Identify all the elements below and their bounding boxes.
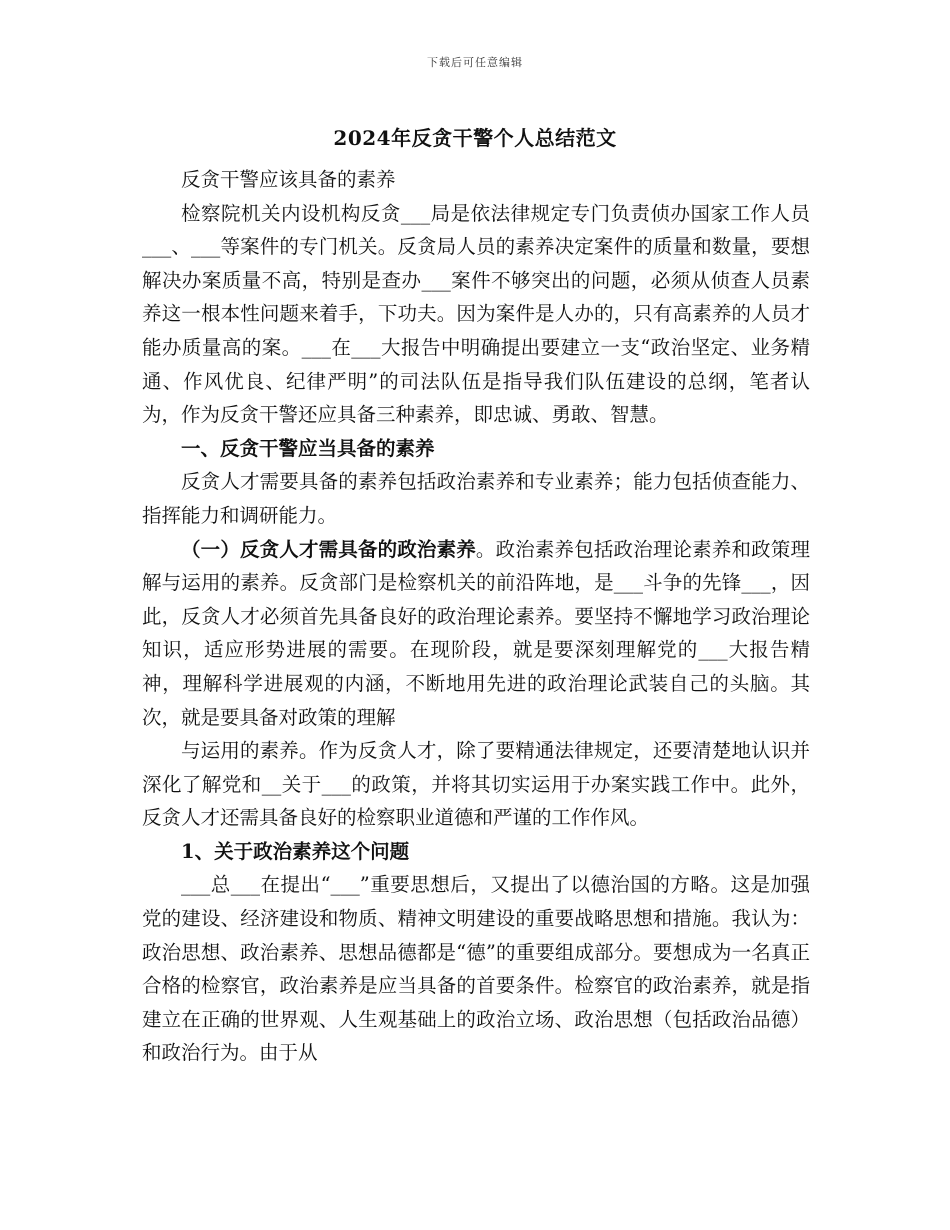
document-body xyxy=(142,163,810,1070)
paragraph-lead-heading: （一）反贪人才需具备的政治素养 xyxy=(181,537,476,561)
paragraph-lead-body: 。政治素养包括政治理论素养和政策理解与运用的素养。反贪部门是检察机关的前沿阵地，是___斗争的先锋___，因此，反贪人才必须首先具备良好的政治理论素养。要坚持不懈地学习政治理论知识，适应形势进展的需要。在现阶段，就是要深刻理解党的___大报告精神，理解科学进展观的内涵，不断地用先进的政治理论武装自己的头脑。其次，就是要具备对政策的理解 xyxy=(142,537,810,729)
paragraph-intro: 检察院机关内设机构反贪___局是依法律规定专门负责侦办国家工作人员___、___等案件的专门机关。反贪局人员的素养决定案件的质量和数量，要想解决办案质量不高，特别是查办___案件不够突出的问题，必须从侦查人员素养这一根本性问题来着手，下功夫。因为案件是人办的，只有高素养的人员才能办质量高的案。___在___大报告中明确提出要建立一支“政治坚定、业务精通、作风优良、纪律严明”的司法队伍是指导我们队伍建设的总纲，笔者认为，作为反贪干警还应具备三种素养，即忠诚、勇敢、智慧。 xyxy=(142,201,810,427)
document-title: 2024年反贪干警个人总结范文 xyxy=(333,126,617,150)
section-heading-2: 1、关于政治素养这个问题 xyxy=(181,839,410,863)
paragraph-political-quality xyxy=(142,533,810,735)
header-note: 下载后可任意编辑 xyxy=(427,56,523,69)
paragraph-subtitle: 反贪干警应该具备的素养 xyxy=(181,168,396,191)
paragraph-ideology: ___总___在提出“___”重要思想后，又提出了以德治国的方略。这是加强党的建设、经济建设和物质、精神文明建设的重要战略思想和措施。我认为：政治思想、政治素养、思想品德都是“德”的重要组成部分。要想成为一名真正合格的检察官，政治素养是应当具备的首要条件。检察官的政治素养，就是指建立在正确的世界观、人生观基础上的政治立场、政治思想（包括政治品德）和政治行为。由于从 xyxy=(142,873,810,1065)
paragraph-policy-use: 与运用的素养。作为反贪人才，除了要精通法律规定，还要清楚地认识并深化了解党和__关于___的政策，并将其切实运用于办案实践工作中。此外，反贪人才还需具备良好的检察职业道德和严谨的工作作风。 xyxy=(142,739,810,830)
section-heading-1: 一、反贪干警应当具备的素养 xyxy=(181,436,435,460)
paragraph-qualities: 反贪人才需要具备的素养包括政治素养和专业素养；能力包括侦查能力、指挥能力和调研能力。 xyxy=(142,470,810,527)
